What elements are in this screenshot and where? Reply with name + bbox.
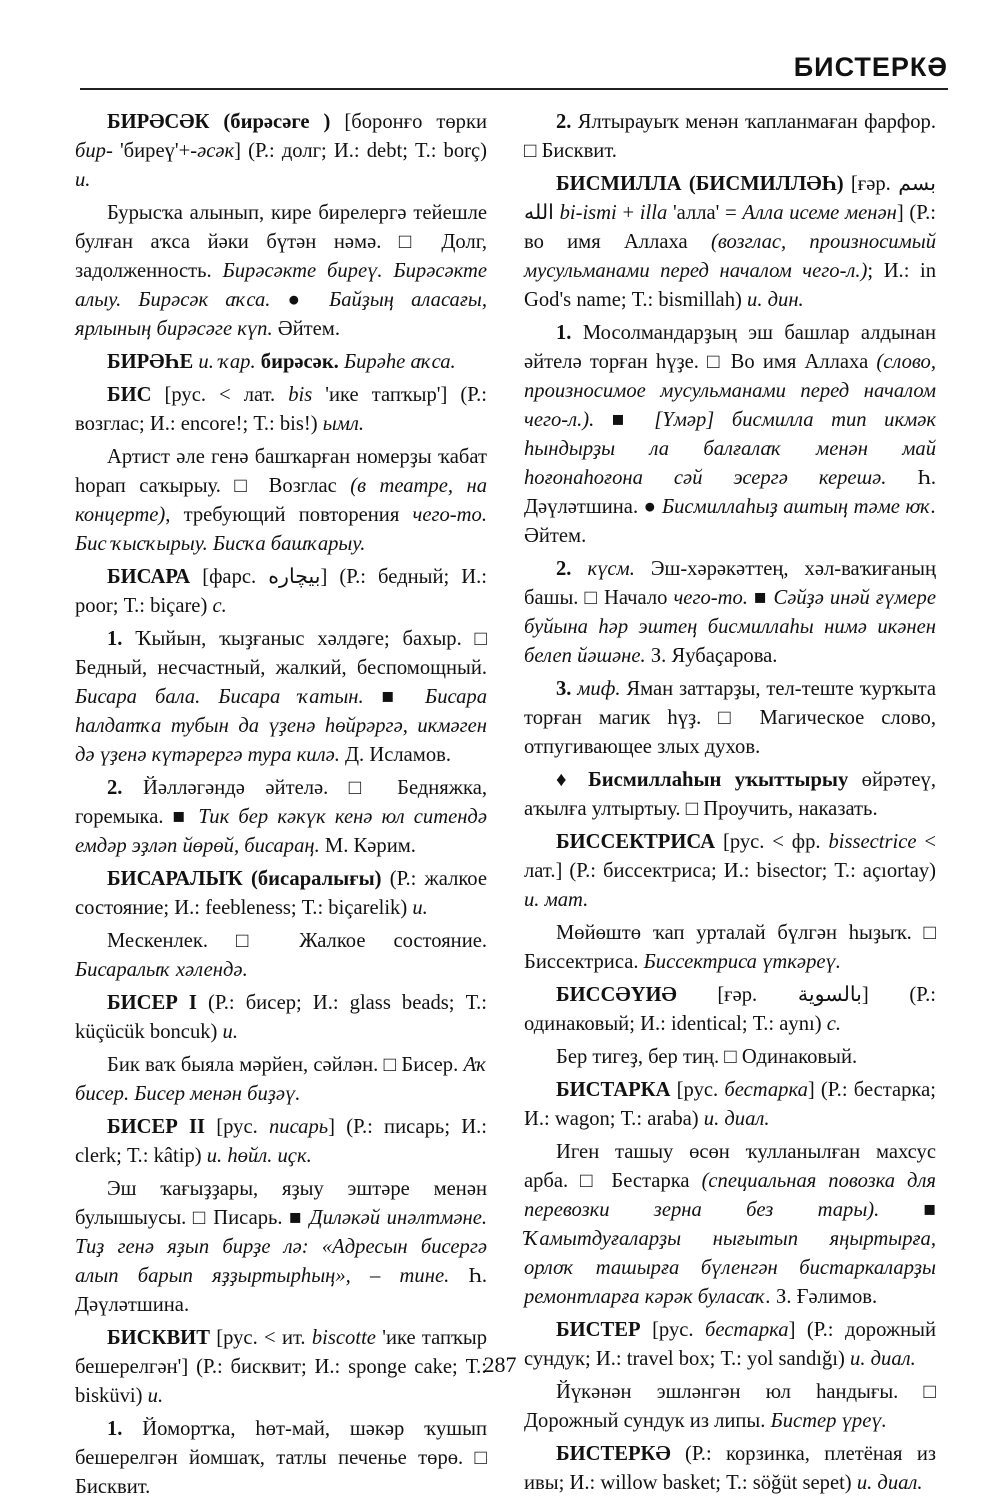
- headword-text: БИС: [107, 384, 152, 406]
- dictionary-paragraph: [524, 1378, 936, 1436]
- italic-text: Байҙың аласағы, ярлының бирәсәге күп.: [75, 289, 487, 340]
- running-head: БИСТЕРКӘ: [793, 52, 948, 82]
- italic-text: bissectrice: [828, 831, 917, 853]
- italic-text: Бирәһе аҡса.: [338, 351, 456, 373]
- body-text: (Р.: жалкое состояние; И.: feebleness; Т.: biçarelik): [75, 868, 487, 919]
- body-text: ] (Р.: во имя Аллаха: [524, 202, 936, 253]
- italic-text: Бисара һалдатҡа тубын да үҙенә һөйрәргә, икмәген дә үҙенә күтәрергә тура килә.: [75, 686, 487, 766]
- headword-text: БИСКВИТ: [107, 1327, 210, 1349]
- italic-text: Бисара бала. Бисара ҡатын.: [75, 686, 364, 708]
- body-text: < лат.] (Р.: биссектриса; И.: bisector; Т.: açıortay): [524, 831, 937, 882]
- italic-text: бир-: [75, 140, 120, 162]
- italic-text: чего-то.: [673, 587, 748, 609]
- italic-text: ымл.: [322, 413, 364, 435]
- italic-text: и.: [412, 897, 428, 919]
- dictionary-paragraph: [75, 1051, 487, 1109]
- dictionary-paragraph: [524, 555, 936, 671]
- body-text: ] (Р.: бестарка; И.: wagon; Т.: araba): [524, 1079, 936, 1130]
- italic-text: bis: [288, 384, 313, 406]
- italic-text: Бисмиллаһыҙ аштың тәме юҡ.: [661, 496, 936, 518]
- body-text: Әйтем.: [272, 318, 340, 340]
- body-text: ■: [879, 1199, 936, 1221]
- italic-text: бестарка: [724, 1079, 808, 1101]
- italic-text: Ҡамытдуғаларҙы нығытып яңыртырға, орлоҡ ташырға бүленгән бистаркаларҙы ремонтларға кәрәк буласаҡ.: [524, 1228, 936, 1308]
- headword-text: БИСТЕР: [556, 1319, 641, 1341]
- dictionary-paragraph: [524, 1138, 936, 1312]
- headword-text: БИРӘҺЕ: [107, 351, 194, 373]
- dictionary-paragraph: [524, 919, 936, 977]
- dictionary-paragraph: [524, 1076, 936, 1134]
- body-text: [боронғо төрки: [330, 111, 487, 133]
- body-text: +: [616, 202, 640, 224]
- body-text: ■: [363, 686, 426, 708]
- italic-text: и. дин.: [747, 289, 804, 311]
- italic-text: чего-то. Бис ҡысҡырыу. Бисҡа башҡарыу.: [75, 504, 487, 555]
- body-text: Ҡыйын, ҡыҙғаныс хәлдәге; бахыр. □ Бедный, несчастный, жалкий, беспомощный.: [75, 628, 487, 679]
- header-rule: [80, 88, 948, 90]
- italic-text: [Үмәр] бисмилла тип икмәк һындырҙы ла балғалаҡ менән май һоғонаһоғона сәй эсергә керешә.: [524, 409, 936, 489]
- headword-text: БИСТЕРКӘ: [556, 1443, 671, 1465]
- right-column: [524, 108, 936, 1502]
- italic-text: писарь: [268, 1116, 329, 1138]
- dictionary-paragraph: [524, 170, 936, 315]
- dictionary-paragraph: [524, 981, 936, 1039]
- body-text: Мосолмандарҙың эш башлар алдынан әйтелә торған һүҙе. □ Во имя Аллаха: [524, 322, 936, 373]
- body-text: ] (Р.: писарь; И.: clerk; Т.: kâtip): [75, 1116, 487, 1167]
- italic-text: бестарка: [705, 1319, 789, 1341]
- body-text: Мөйөштө ҡап урталай бүлгән һыҙыҡ. □ Биссектриса.: [524, 922, 936, 973]
- dictionary-paragraph: [75, 348, 487, 377]
- body-text: Иген ташыу өсөн ҡулланылған махсус арба. □ Бестарка: [524, 1141, 936, 1192]
- body-text: ●: [270, 289, 330, 311]
- headword-text: 1.: [556, 322, 572, 344]
- italic-text: bi-ismi: [559, 202, 617, 224]
- body-text: Йомортҡа, һөт-май, шәкәр ҡушып бешерелгән йомшаҡ, татлы печенье төрө. □ Бисквит.: [75, 1418, 487, 1498]
- dictionary-paragraph: [75, 1113, 487, 1171]
- body-text: Йүкәнән эшләнгән юл һандығы. □ Дорожный сундук из липы.: [524, 1381, 936, 1432]
- body-text: З. Ғәлимов.: [770, 1286, 878, 1308]
- italic-text: күсм.: [571, 558, 635, 580]
- headword-text: 3.: [556, 678, 572, 700]
- body-text: Һ. Дәүләтшина. ●: [524, 467, 936, 518]
- headword-text: бирәсәк.: [260, 351, 339, 373]
- italic-text: Аҡ бисер. Бисер менән биҙәү.: [75, 1054, 487, 1105]
- dictionary-paragraph: [75, 1415, 487, 1502]
- body-text: 'биреү'+: [119, 140, 191, 162]
- italic-text: с.: [212, 595, 227, 617]
- body-text: ] (Р.: дорожный сундук; И.: travel box; Т.: yol sandığı): [524, 1319, 936, 1370]
- italic-text: illa: [639, 202, 668, 224]
- italic-text: и. ҡар.: [193, 351, 261, 373]
- body-text: ; И.: in God's name; Т.: bismillah): [524, 260, 936, 311]
- body-text: Һ. Дәүләтшина.: [75, 1265, 487, 1316]
- italic-text: и.: [222, 1021, 238, 1043]
- dictionary-paragraph: [524, 675, 936, 762]
- italic-text: Биссектриса үткәреү.: [643, 951, 841, 973]
- body-text: [ғәр. بسم الله: [524, 173, 936, 224]
- headword-text: 1.: [107, 1418, 123, 1440]
- body-text: З. Яубаҫарова.: [645, 645, 778, 667]
- body-text: Әйтем.: [524, 525, 587, 547]
- body-text: Яман заттарҙы, тел-теште ҡурҡыта торған магик һүҙ. □ Магическое слово, отпугивающее злых духов.: [524, 678, 937, 758]
- body-text: Мескенлек. □ Жалкое состояние.: [107, 930, 487, 952]
- headword-text: БИСАРА: [107, 566, 191, 588]
- dictionary-paragraph: [75, 625, 487, 770]
- dictionary-paragraph: [524, 766, 936, 824]
- headword-text: 1.: [107, 628, 123, 650]
- body-text: , требующий повторения: [165, 504, 413, 526]
- dictionary-paragraph: [75, 108, 487, 195]
- italic-text: миф.: [571, 678, 621, 700]
- italic-text: (слово, произносимое мусульманами перед началом чего-л.).: [524, 351, 936, 431]
- body-text: [рус.: [670, 1079, 725, 1101]
- italic-text: с.: [826, 1013, 842, 1035]
- italic-text: Бирәсәкте биреү. Бирәсәкте алыу. Бирәсәк аҡса.: [75, 260, 487, 311]
- body-text: Д. Исламов.: [339, 744, 451, 766]
- body-text: [рус. < фр.: [715, 831, 829, 853]
- body-text: ■: [747, 587, 774, 609]
- page-number: 287: [483, 1352, 517, 1377]
- italic-text: (возглас, произносимый мусульманами перед началом чего-л.): [524, 231, 936, 282]
- body-text: [рус. < лат.: [151, 384, 289, 406]
- italic-text: и.: [75, 169, 91, 191]
- headword-text: 2.: [556, 558, 572, 580]
- body-text: ] (Р.: долг; И.: debt; Т.: borç): [234, 140, 487, 162]
- body-text: [ғәр. بالسوية] (Р.: одинаковый; И.: identical; Т.: aynı): [524, 984, 936, 1035]
- headword-text: БИСТАРКА: [556, 1079, 671, 1101]
- headword-text: 2.: [107, 777, 123, 799]
- headword-text: БИСМИЛЛА (БИСМИЛЛӘҺ): [556, 173, 844, 195]
- dictionary-paragraph: [75, 774, 487, 861]
- body-text: 'ике тапҡыр бешерелгән'] (Р.: бисквит; И.: sponge cake; Т.: bisküvi): [75, 1327, 487, 1407]
- dictionary-paragraph: [75, 563, 487, 621]
- dictionary-paragraph: [524, 1440, 936, 1498]
- body-text: Артист әле генә башҡарған номерҙы ҡабат һорап саҡырыу. □ Возглас: [75, 446, 487, 497]
- body-text: 'ике тапҡыр'] (Р.: возглас; И.: encore!; Т.: bis!): [75, 384, 487, 435]
- body-text: [фарс. بیچاره] (Р.: бедный; И.: poor; Т.: biçare): [75, 566, 487, 617]
- italic-text: Тик бер кәкүк кенә юл ситендә емдәр эҙләп йөрөй, бисараң.: [75, 806, 487, 857]
- headword-text: БИСЕР I: [107, 992, 197, 1014]
- italic-text: Диләкәй инәлтмәне. Тиҙ генә яҙып бирҙе лә: «Адресын бисергә алып барып яҙҙыртырһың», – тине.: [75, 1207, 487, 1287]
- headword-text: БИССЕКТРИСА: [556, 831, 716, 853]
- italic-text: и. диал.: [850, 1348, 916, 1370]
- body-text: Бик ваҡ быяла мәрйен, сәйлән. □ Бисер.: [107, 1054, 464, 1076]
- italic-text: Алла исеме менән: [742, 202, 897, 224]
- headword-text: БИССӘҮИӘ: [556, 984, 677, 1006]
- italic-text: biscotte: [311, 1327, 376, 1349]
- body-text: өйрәтеү, аҡылға ултыртыу. □ Проучить, наказать.: [524, 769, 936, 820]
- dictionary-paragraph: [524, 108, 936, 166]
- body-text: ■: [594, 409, 655, 431]
- italic-text: (специальная повозка для перевозки зерна без тары).: [524, 1170, 936, 1221]
- headword-text: БИРӘСӘК (бирәсәге ): [107, 111, 331, 133]
- body-text: М. Кәрим.: [319, 835, 416, 857]
- body-text: Бер тигеҙ, бер тиң. □ Одинаковый.: [556, 1046, 858, 1068]
- body-text: [рус.: [640, 1319, 706, 1341]
- dictionary-paragraph: [75, 199, 487, 344]
- italic-text: и. һөйл. иҫк.: [206, 1145, 312, 1167]
- body-text: Йәлләгәндә әйтелә. □ Бедняжка, горемыка. ■: [75, 777, 487, 828]
- dictionary-paragraph: [75, 443, 487, 559]
- headword-text: ♦ Бисмиллаһын уҡыттырыу: [556, 769, 849, 791]
- dictionary-paragraph: [524, 828, 936, 915]
- dictionary-paragraph: [75, 927, 487, 985]
- body-text: Эш-хәрәкәттең, хәл-ваҡиғаның башы. □ Начало: [524, 558, 936, 609]
- body-text: [рус.: [205, 1116, 269, 1138]
- dictionary-paragraph: [75, 989, 487, 1047]
- dictionary-paragraph: [524, 319, 936, 551]
- dictionary-paragraph: [524, 1043, 936, 1072]
- body-text: [рус. < ит.: [209, 1327, 312, 1349]
- italic-text: и. мат.: [524, 889, 589, 911]
- italic-text: Бистер үреү.: [770, 1410, 887, 1432]
- dictionary-paragraph: [75, 381, 487, 439]
- dictionary-paragraph: [75, 1175, 487, 1320]
- italic-text: Сәйҙә инәй ғүмере буйына һәр эштең бисмиллаһы нимә икәнен белеп йәшәне.: [524, 587, 936, 667]
- headword-text: БИСАРАЛЫҠ (бисаралығы): [107, 868, 382, 890]
- body-text: 'алла' =: [667, 202, 743, 224]
- body-text: (Р.: корзинка, плетёная из ивы; И.: willow basket; Т.: söğüt sepet): [524, 1443, 936, 1494]
- headword-text: 2.: [556, 111, 572, 133]
- italic-text: и.: [147, 1385, 164, 1407]
- body-text: Эш ҡағыҙҙары, яҙыу эштәре менән булышыусы. □ Писарь. ■: [75, 1178, 487, 1229]
- body-text: (Р.: бисер; И.: glass beads; Т.: küçücük boncuk): [75, 992, 487, 1043]
- italic-text: и. диал.: [703, 1108, 770, 1130]
- italic-text: и. диал.: [856, 1472, 923, 1494]
- body-text: Бурысҡа алынып, кире бирелергә тейешле булған аҡса йәки бүтән нәмә. □ Долг, задолженность.: [75, 202, 487, 282]
- italic-text: (в театре, на концерте): [75, 475, 487, 526]
- italic-text: -әсәк: [190, 140, 235, 162]
- left-column: [75, 108, 487, 1506]
- body-text: Ялтырауыҡ менән ҡапланмаған фарфор. □ Бисквит.: [524, 111, 936, 162]
- dictionary-paragraph: [75, 865, 487, 923]
- italic-text: Бисаралыҡ хәлендә.: [75, 959, 248, 981]
- headword-text: БИСЕР II: [107, 1116, 206, 1138]
